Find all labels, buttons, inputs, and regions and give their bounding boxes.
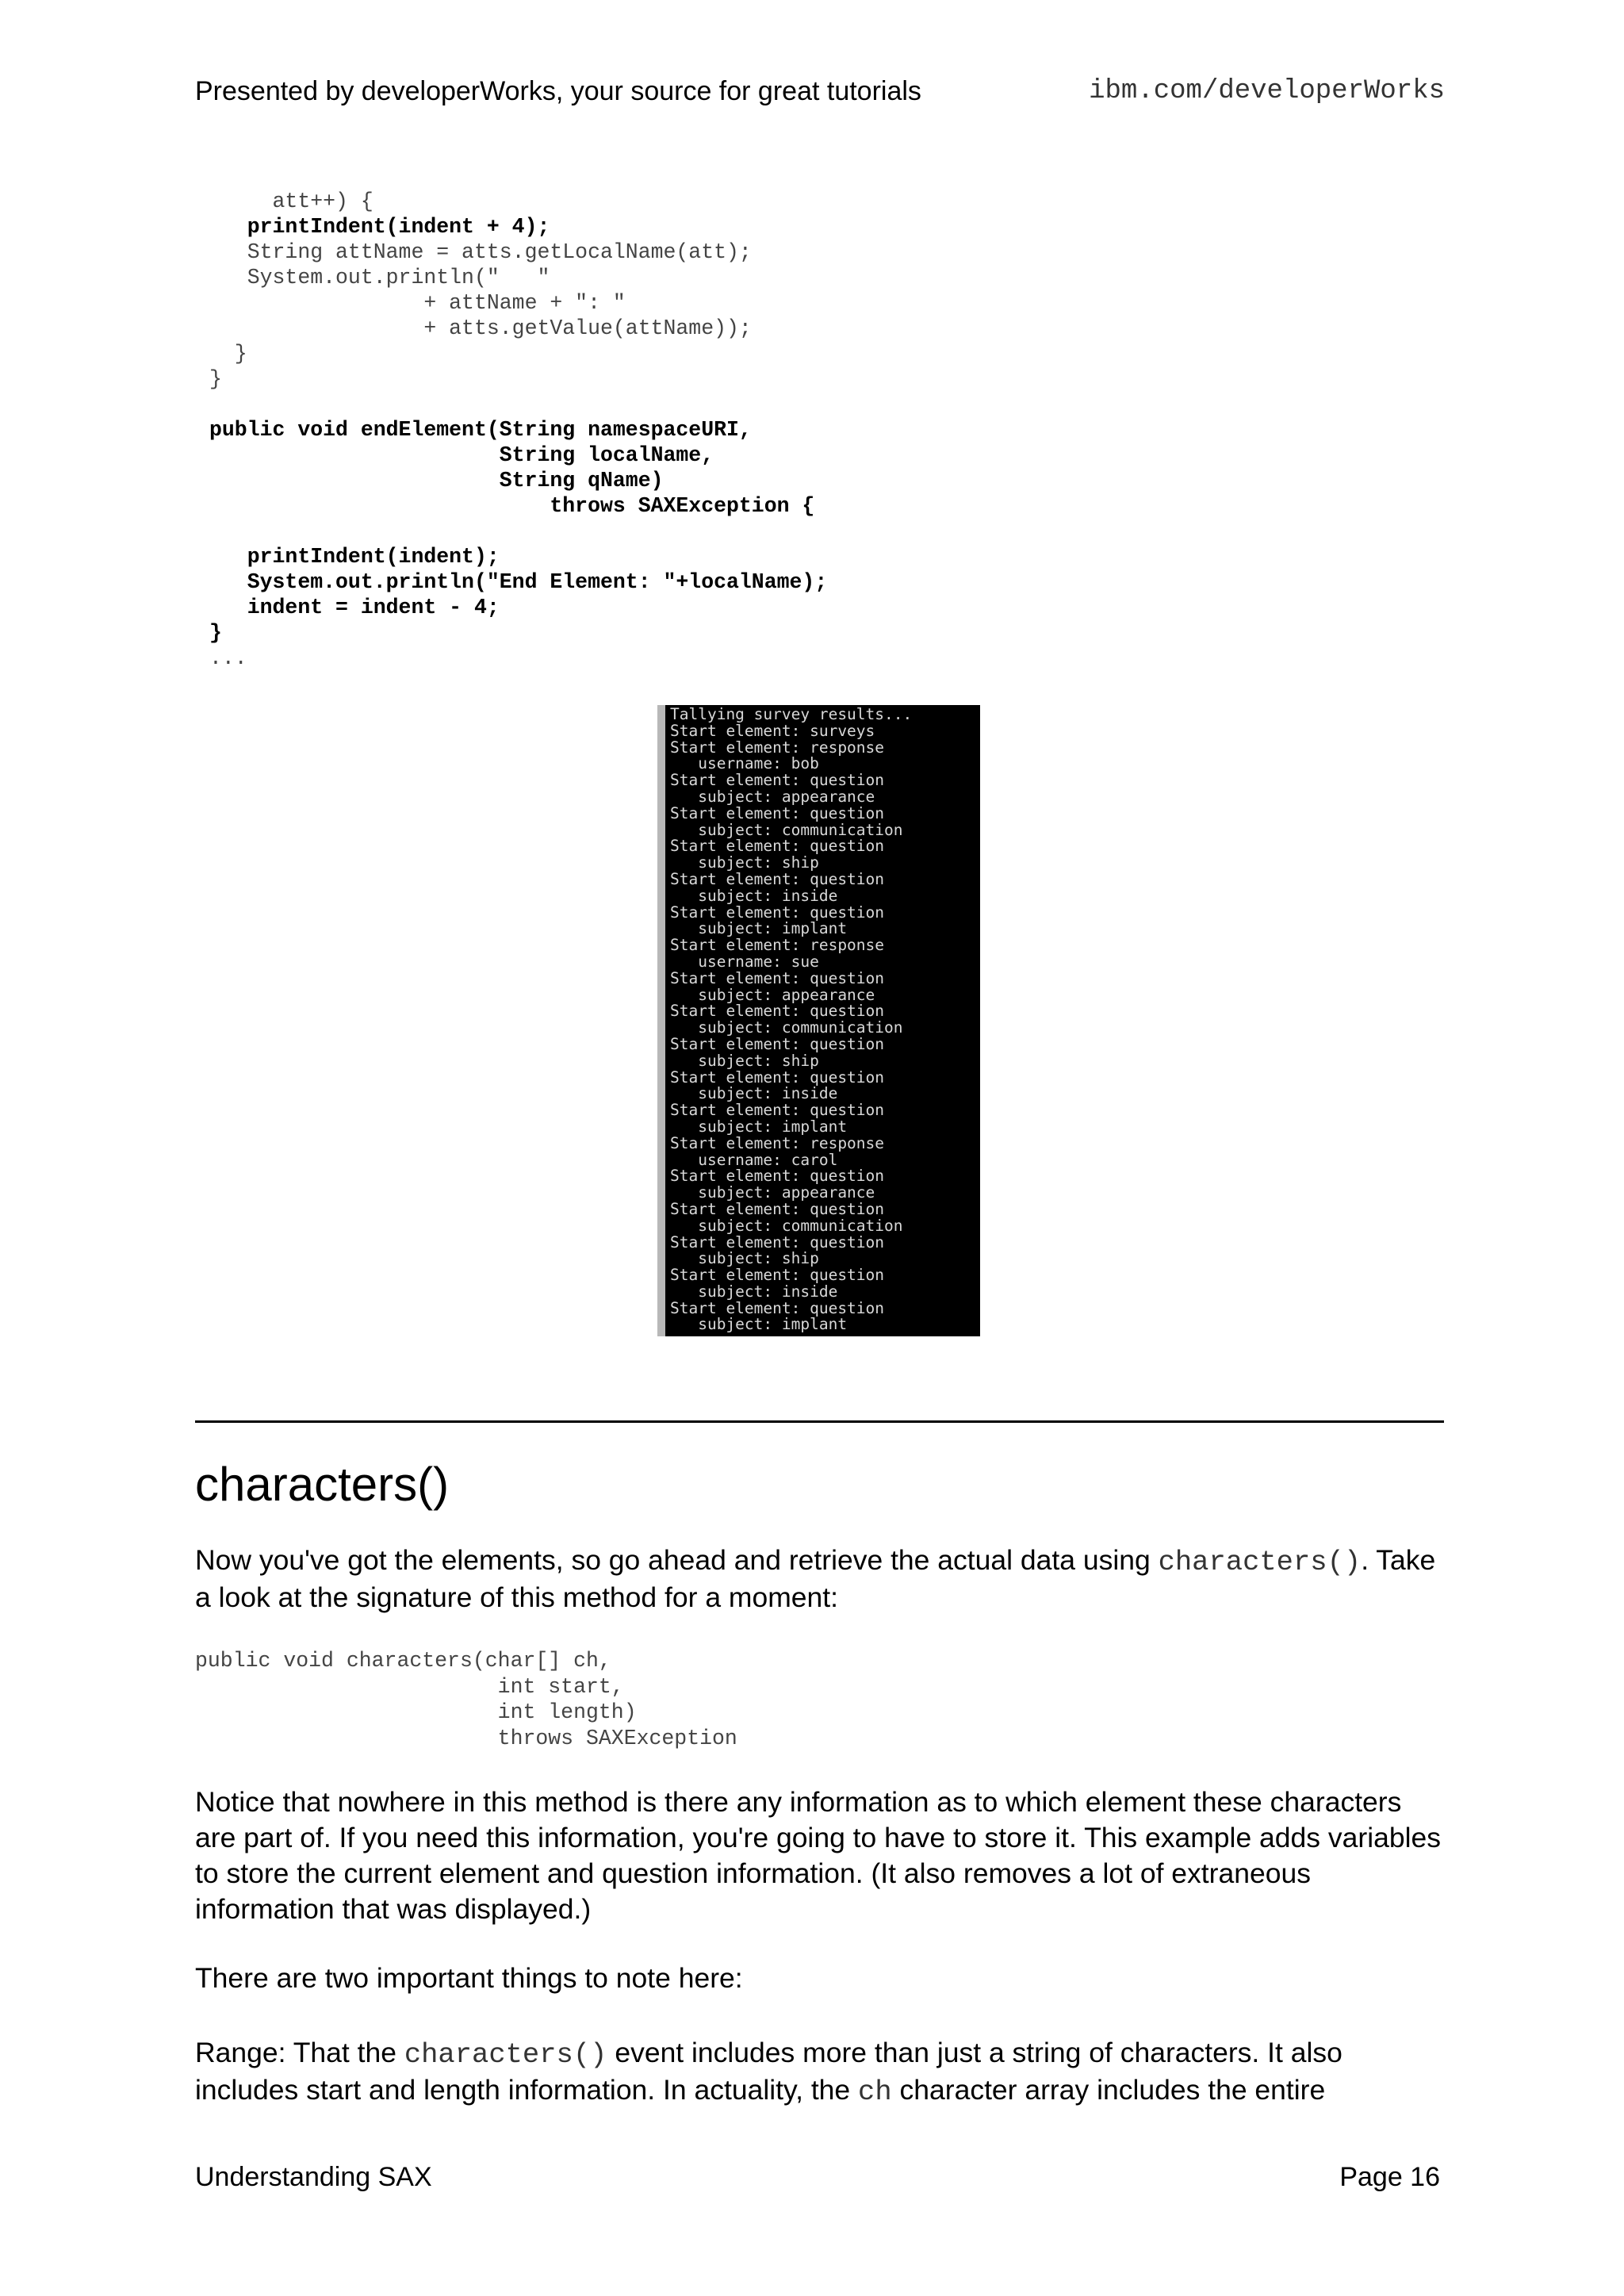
console-line: subject: inside [670, 1282, 838, 1301]
footer-title: Understanding SAX [195, 2162, 432, 2192]
console-line: subject: inside [670, 886, 838, 905]
code-line: String qName) [209, 469, 664, 493]
console-line: Start element: question [670, 1034, 885, 1053]
section-divider [195, 1420, 1444, 1423]
page-number: Page 16 [1339, 2162, 1440, 2192]
console-line: subject: inside [670, 1084, 838, 1103]
console-line: Start element: question [670, 837, 885, 856]
console-screenshot [657, 705, 980, 1336]
console-line: Start element: question [670, 1068, 885, 1087]
console-line: Start element: response [670, 738, 885, 757]
console-line: Start element: question [670, 1232, 885, 1251]
code-line: System.out.println(" " [209, 266, 550, 289]
code-line: } [209, 342, 247, 366]
console-line: Start element: surveys [670, 721, 875, 740]
code-line: printIndent(indent + 4); [209, 215, 550, 239]
code-line: + atts.getValue(attName)); [209, 316, 752, 340]
console-line: subject: appearance [670, 787, 875, 806]
code-line: printIndent(indent); [209, 545, 500, 569]
code-line: String localName, [209, 443, 714, 467]
console-line: subject: implant [670, 1315, 848, 1334]
code-line: throws SAXException { [209, 494, 815, 518]
console-line: Start element: question [670, 869, 885, 888]
code-line: System.out.println("End Element: "+localName); [209, 570, 828, 594]
console-line: subject: ship [670, 853, 819, 872]
code-line: } [209, 367, 222, 391]
code-line: String attName = atts.getLocalName(att); [209, 240, 752, 264]
console-line: Start element: question [670, 1298, 885, 1317]
console-line: Start element: question [670, 803, 885, 822]
console-line: username: sue [670, 952, 819, 971]
console-line: subject: appearance [670, 985, 875, 1004]
inline-code: ch [858, 2076, 892, 2108]
console-line: Start element: question [670, 771, 885, 790]
section-title: characters() [195, 1458, 450, 1511]
code-line: public void endElement(String namespaceURI, [209, 418, 752, 442]
console-line: subject: ship [670, 1249, 819, 1268]
console-line: Start element: question [670, 1266, 885, 1285]
code-line: + attName + ": " [209, 291, 626, 315]
console-line: Start element: response [670, 1133, 885, 1152]
console-line: subject: communication [670, 1018, 903, 1037]
console-line: subject: ship [670, 1051, 819, 1070]
console-line: Start element: question [670, 1167, 885, 1186]
console-line: subject: implant [670, 919, 848, 938]
console-line: Start element: question [670, 903, 885, 922]
console-line: subject: implant [670, 1117, 848, 1136]
code-line: att++) { [209, 190, 373, 213]
console-line: subject: appearance [670, 1183, 875, 1202]
console-line: Start element: question [670, 1199, 885, 1218]
console-line: subject: communication [670, 820, 903, 839]
important-things-paragraph: There are two important things to note here: [195, 1962, 743, 1994]
code-listing [209, 189, 827, 671]
code-line: ... [209, 646, 247, 670]
code-line: } [209, 621, 222, 645]
intro-paragraph: Now you've got the elements, so go ahead and retrieve the actual data using characters(). Take a look at the signature of this method for a moment: [195, 1544, 1436, 1613]
console-line: Start element: response [670, 936, 885, 955]
method-signature-code: public void characters(char[] ch, int start, int length) throws SAXException [195, 1649, 737, 1750]
console-line: Start element: question [670, 1101, 885, 1120]
header-site-link[interactable]: ibm.com/developerWorks [1089, 76, 1445, 106]
inline-code: characters() [404, 2038, 607, 2071]
console-line: subject: communication [670, 1216, 903, 1235]
console-line: Tallying survey results... [670, 705, 913, 723]
console-line: Start element: question [670, 968, 885, 987]
console-line: username: bob [670, 754, 819, 773]
inline-code: characters() [1158, 1546, 1362, 1578]
console-line: username: carol [670, 1150, 838, 1169]
notice-paragraph: Notice that nowhere in this method is there any information as to which element these characters are part of. If you need this information, you're going to have to store it. This example adds variables to store the current element and question information. (It also removes a lot of extraneous information that was displayed.) [195, 1786, 1441, 1925]
code-line: indent = indent - 4; [209, 596, 500, 619]
console-line: Start element: question [670, 1002, 885, 1021]
range-paragraph: Range: That the characters() event includes more than just a string of characters. It also includes start and length information. In actuality, the ch character array includes the entire [195, 2037, 1342, 2108]
header-title: Presented by developerWorks, your source for great tutorials [195, 76, 921, 106]
